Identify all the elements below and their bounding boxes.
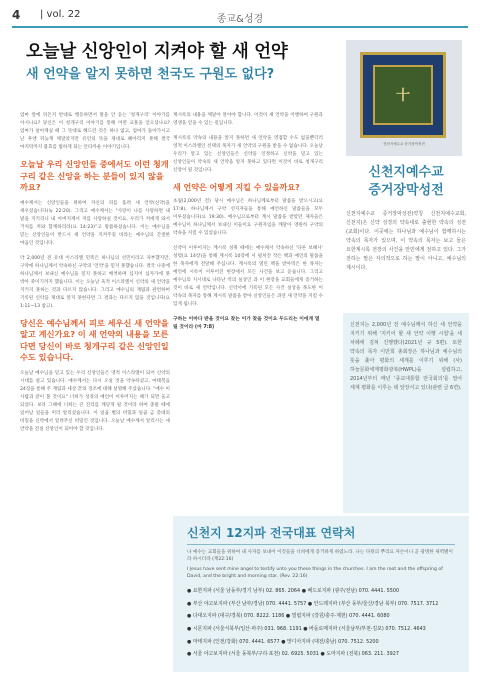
article-column-2 bbox=[173, 112, 323, 339]
contact-row: ● 요한지파 (서울 남동부/경기 남부) 02. 865. 2064 ● 베드로지파 (광주/전남) 070. 4441. 5500 bbox=[187, 588, 400, 594]
article-headline: 오늘날 신앙인이 지켜야 할 새 언약 bbox=[26, 42, 288, 62]
sidebar-intro bbox=[346, 210, 466, 273]
church-logo-panel bbox=[346, 40, 462, 156]
contact-row: ● 서울 야고보지파 (서울 동북부/구리·포천) 02. 6925. 5031 ● 도마지파 (전북) 063. 211. 3927 bbox=[187, 651, 399, 658]
article-paragraph: 계시록의 내용을 깨달아 알아야 합니다. 이것이 새 언약을 이행하여 구원과 영생을 얻을 수 있는 길입니다. bbox=[173, 113, 323, 126]
highlight-question: 오늘날 우리 신앙인들 중에서도 이런 청개구리 같은 신앙을 하는 분들이 있지 않을까요? bbox=[20, 159, 169, 192]
contact-row: ● 마태지파 (인천/강화) 070. 4441. 6577 ● 맛디아지파 (대전/충남) 070. 7512. 5200 bbox=[187, 638, 379, 645]
contact-row: ● 부산 야고보지파 (부산 남부/경남) 070. 4441. 5757 ● 안드레지파 (부산 동부/울산/경남 북부) 070. 7517. 3712 bbox=[187, 600, 439, 607]
divider bbox=[187, 544, 455, 545]
volume-label: | vol. 22 bbox=[40, 9, 81, 20]
scripture-quote: 구하는 이마다 받을 것이요 찾는 이가 찾을 것이요 두드리는 이에게 열릴 것이라 (마 7:8) bbox=[173, 317, 320, 330]
contact-list bbox=[187, 588, 461, 664]
sidebar-highlight-text: 신천지는 2,000년 전 예수님께서 하신 새 언약을 지키기 위해 '지키어 할 새 언약 이행 시험'을 새 차례에 걸쳐 진행했다(2021년 규 5편). 또한 약속의 목자 이만희 총회장은 하나님과 예수님의 뜻을 좇아 평화의 세계를 이루기 위해 (사)하늘문화세계평화광복(HWPL)을 설립하고, 2014년부터 매년 '종교대통합 만국회의'를 열어 세계 평화를 이루는 데 앞장서고 있다(관련 글 6면). bbox=[350, 322, 462, 391]
sidebar-title-line-1: 신천지예수교 bbox=[368, 165, 444, 180]
article-paragraph: 예수께서는 신앙인들을 위하여 자신의 피를 흘려 새 언약(신약)을 세우셨습니다(눅 22:20). 그리고 예수께서는 "사랑이 나를 사랑하면 내 말을 지키리니 내 아버지께서 저를 사랑하실 것이요, 우리가 저에게 와서 거처를 저와 함께하리라(요 14:23)"고 말씀하셨습니다. 이는 예수님을 믿는 신앙인들이 반드시 새 언약을 지켜주길 바라는 예수님의 간절한 마음인 것입니다. bbox=[20, 200, 170, 246]
article-paragraph: 오늘날 예수님을 믿고 있는 우리 신앙인들은 영적 이스라엘이 되어 신약의 시대를 살고 있습니다. 예수께서는 다시 오실 것을 약속하셨고, 마태복음 24장을 통해 주 재림과 세상 끝의 징조에 대해 설명해 주셨습니다. "예수 이 사람과 같이 볼 것이요" 너희가 성경의 예언이 이루어지는 때가 되면 들고 되었다. 보라 그때에 너희는 큰 진리를 깨닫게 될 것이라 하여 종말 때에 일어날 일들을 미리 알리셨습니다. 이 일곱 별의 비밀과 일곱 금 촛대의 비밀을 신약에서 알려주신 비밀인 것입니다. 오늘날 예수께서 알리시는 새 언약을 진실 신앙인이 되어야 할 것입니다. bbox=[20, 370, 170, 432]
verse-korean: 나 예수는 교회들을 위하여 내 사자를 보내어 이것들을 너희에게 증거하게 하였노라. 나는 다윗의 뿌리요 자손이니 곧 광명한 새벽별이라 하시더라 (계22:16) bbox=[187, 550, 453, 562]
logo-glyph: 十 bbox=[396, 88, 410, 104]
page-number: 4 bbox=[12, 8, 21, 22]
article-subhead: 새 언약을 알지 못하면 천국도 구원도 없다? bbox=[26, 67, 275, 82]
sidebar-paragraph: 신천지예수교 증거장막성전(약칭 신천지예수교회, 신천지)은 신약 성경의 약속대로 출현한 약속의 성전(교회)이다. 이곳에는 하나님과 예수님이 함께하시는 약속의 목자가 있으며, 이 약속의 목자는 보고 들은 요한계시록 전장의 사건을 만민에게 전하고 있다. 그가 전하는 말은 자의적으로 하는 말이 아니고, 예수님의 계시이다. bbox=[346, 211, 466, 271]
logo-caption: 신천지예수교 증거장막성전 bbox=[383, 142, 425, 146]
sidebar-highlight-box bbox=[343, 313, 469, 513]
article-paragraph: 약 2,000년 전 유대 이스라엘 민족은 하나님의 선민이라고 자부했지만, 구약에 하나님께서 약속하신 구약의 '언약'을 믿지 못했습니다. 결국 나중에 하나님께서 보내신 예수님을 믿지 못하고 배척하며 심지어 십자가에 못 박아 죽이기까지 했습니다. 이는 오늘날 육적 이스라엘이 신약의 새 언약을 지키지 못하는 것과 다르지 않습니다. 그리고 예수님의 재림과 관련하여 기록된 신약을 제대로 알지 못한다면 그 결과는 다르지 않을 것입니다(요 1:11~13 참고). bbox=[20, 255, 170, 309]
contact-row: ● 시몬지파 (서울서북부/일산·파주) 031. 968. 1191 ● 바돌로매지파 (서울남부/부천·김포) 070. 7512. 4643 bbox=[187, 626, 426, 633]
logo-emblem bbox=[373, 65, 433, 125]
contact-row: ● 다대오지파 (대구/경북) 070. 8222. 1186 ● 빌립지파 (강원/충주·제천) 070. 4441. 6080 bbox=[187, 613, 390, 620]
church-logo-icon bbox=[360, 52, 446, 138]
article-paragraph: 신약이 이루어지는 계시록 성취 때에는 예수께서 약속하신 '다른 보혜사' 성령(요 14장)을 통해 계시록 10장에 서 펼쳐진 작은 책과 예언의 말씀을 한 목자에게 전달해 주십니다. 계시록의 열린 책을 받아먹은 한 목자는 예언에 시록이 이루어진 현장에서 모든 사건을 보고 듣습니다. 그리고 예수님의 지시대로 나타난 역의 실상인 과 이 현장을 교회들에게 증거하는 것이 바로 새 언약입니다. 신약서에 기록된 모든 사건 실상을 목도한 이 약속의 목자를 통해 계시록 말씀을 받아 신앙인들은 과연 새 언약을 지킬 수 있게 됩니다. bbox=[173, 246, 323, 307]
section-label: 종교&성경 bbox=[216, 14, 264, 25]
article-paragraph: 초림(2,000년 전) 당시 예수님은 하나님께로부터 말씀을 받으시고(요 17:8), 하나님께서 구약 선지자들을 통해 예언하신 말씀들을 모두 이루셨습니다(요 19:30). 예수님으로부터 계시 말씀을 받았던 제자들은 예수님이 하나님께서 보내신 이들이요 구원자임을 깨달아 영원히 구약의 약속을 지킬 수 있었습니다. bbox=[173, 199, 323, 236]
article-paragraph: 계시록의 약속의 내용을 알지 못하면 새 언약을 영접할 수도 없을뿐더러 영적 이스라엘인 선택의 목자가 새 언약의 구원을 받을 수 없습니다. 오늘날 우리가 알고 있는 신앙인들은 신약을 인정하고 신약을 믿고 있는 신앙인들이 약속의 새 언약을 알지 못하고 있다면 이것이 바로 청개구리 신앙이 될 것입니다. bbox=[173, 136, 323, 173]
article-paragraph: 엄마 앞에 뒤돈지 반대로 행동하면서 말을 안 듣는 '청개구리' 이야기를 아시나요? 당신은 이 청개구리 이야기를 통해 어떤 교훈을 얻으셨나요? 엄마가 살아계실 때 그 뜻대로 해드린 것은 하나 없고, 엄마가 돌아가시고 난 후엔 뒤늦게 깨달았지만 유언의 뜻을 제대로 헤아리지 못해 결국 마지막까지 불효를 범하게 되는 안타까운 이야기입니다. bbox=[20, 113, 170, 150]
contact-title: 신천지 12지파 전국대표 연락처 bbox=[187, 526, 356, 540]
sidebar-title-line-2: 증거장막성전 bbox=[368, 183, 444, 198]
article-column-1 bbox=[20, 112, 170, 441]
section-subheading: 새 언약은 어떻게 지킬 수 있을까요? bbox=[173, 183, 300, 192]
contact-info-box bbox=[173, 516, 469, 672]
sidebar-title bbox=[346, 164, 466, 200]
page-header-bar bbox=[12, 6, 468, 28]
verse-english: I Jesus have sent mine angel to testify unto you these things in the churches. I am the root and the offspring of David, and the bright and morning star. (Rev. 22:16) bbox=[187, 567, 443, 579]
highlight-question: 당신은 예수님께서 피로 세우신 새 언약을 알고 계신가요? 이 새 언약의 내용을 모른다면 당신이 바로 청개구리 같은 신앙인일 수도 있습니다. bbox=[20, 317, 169, 362]
